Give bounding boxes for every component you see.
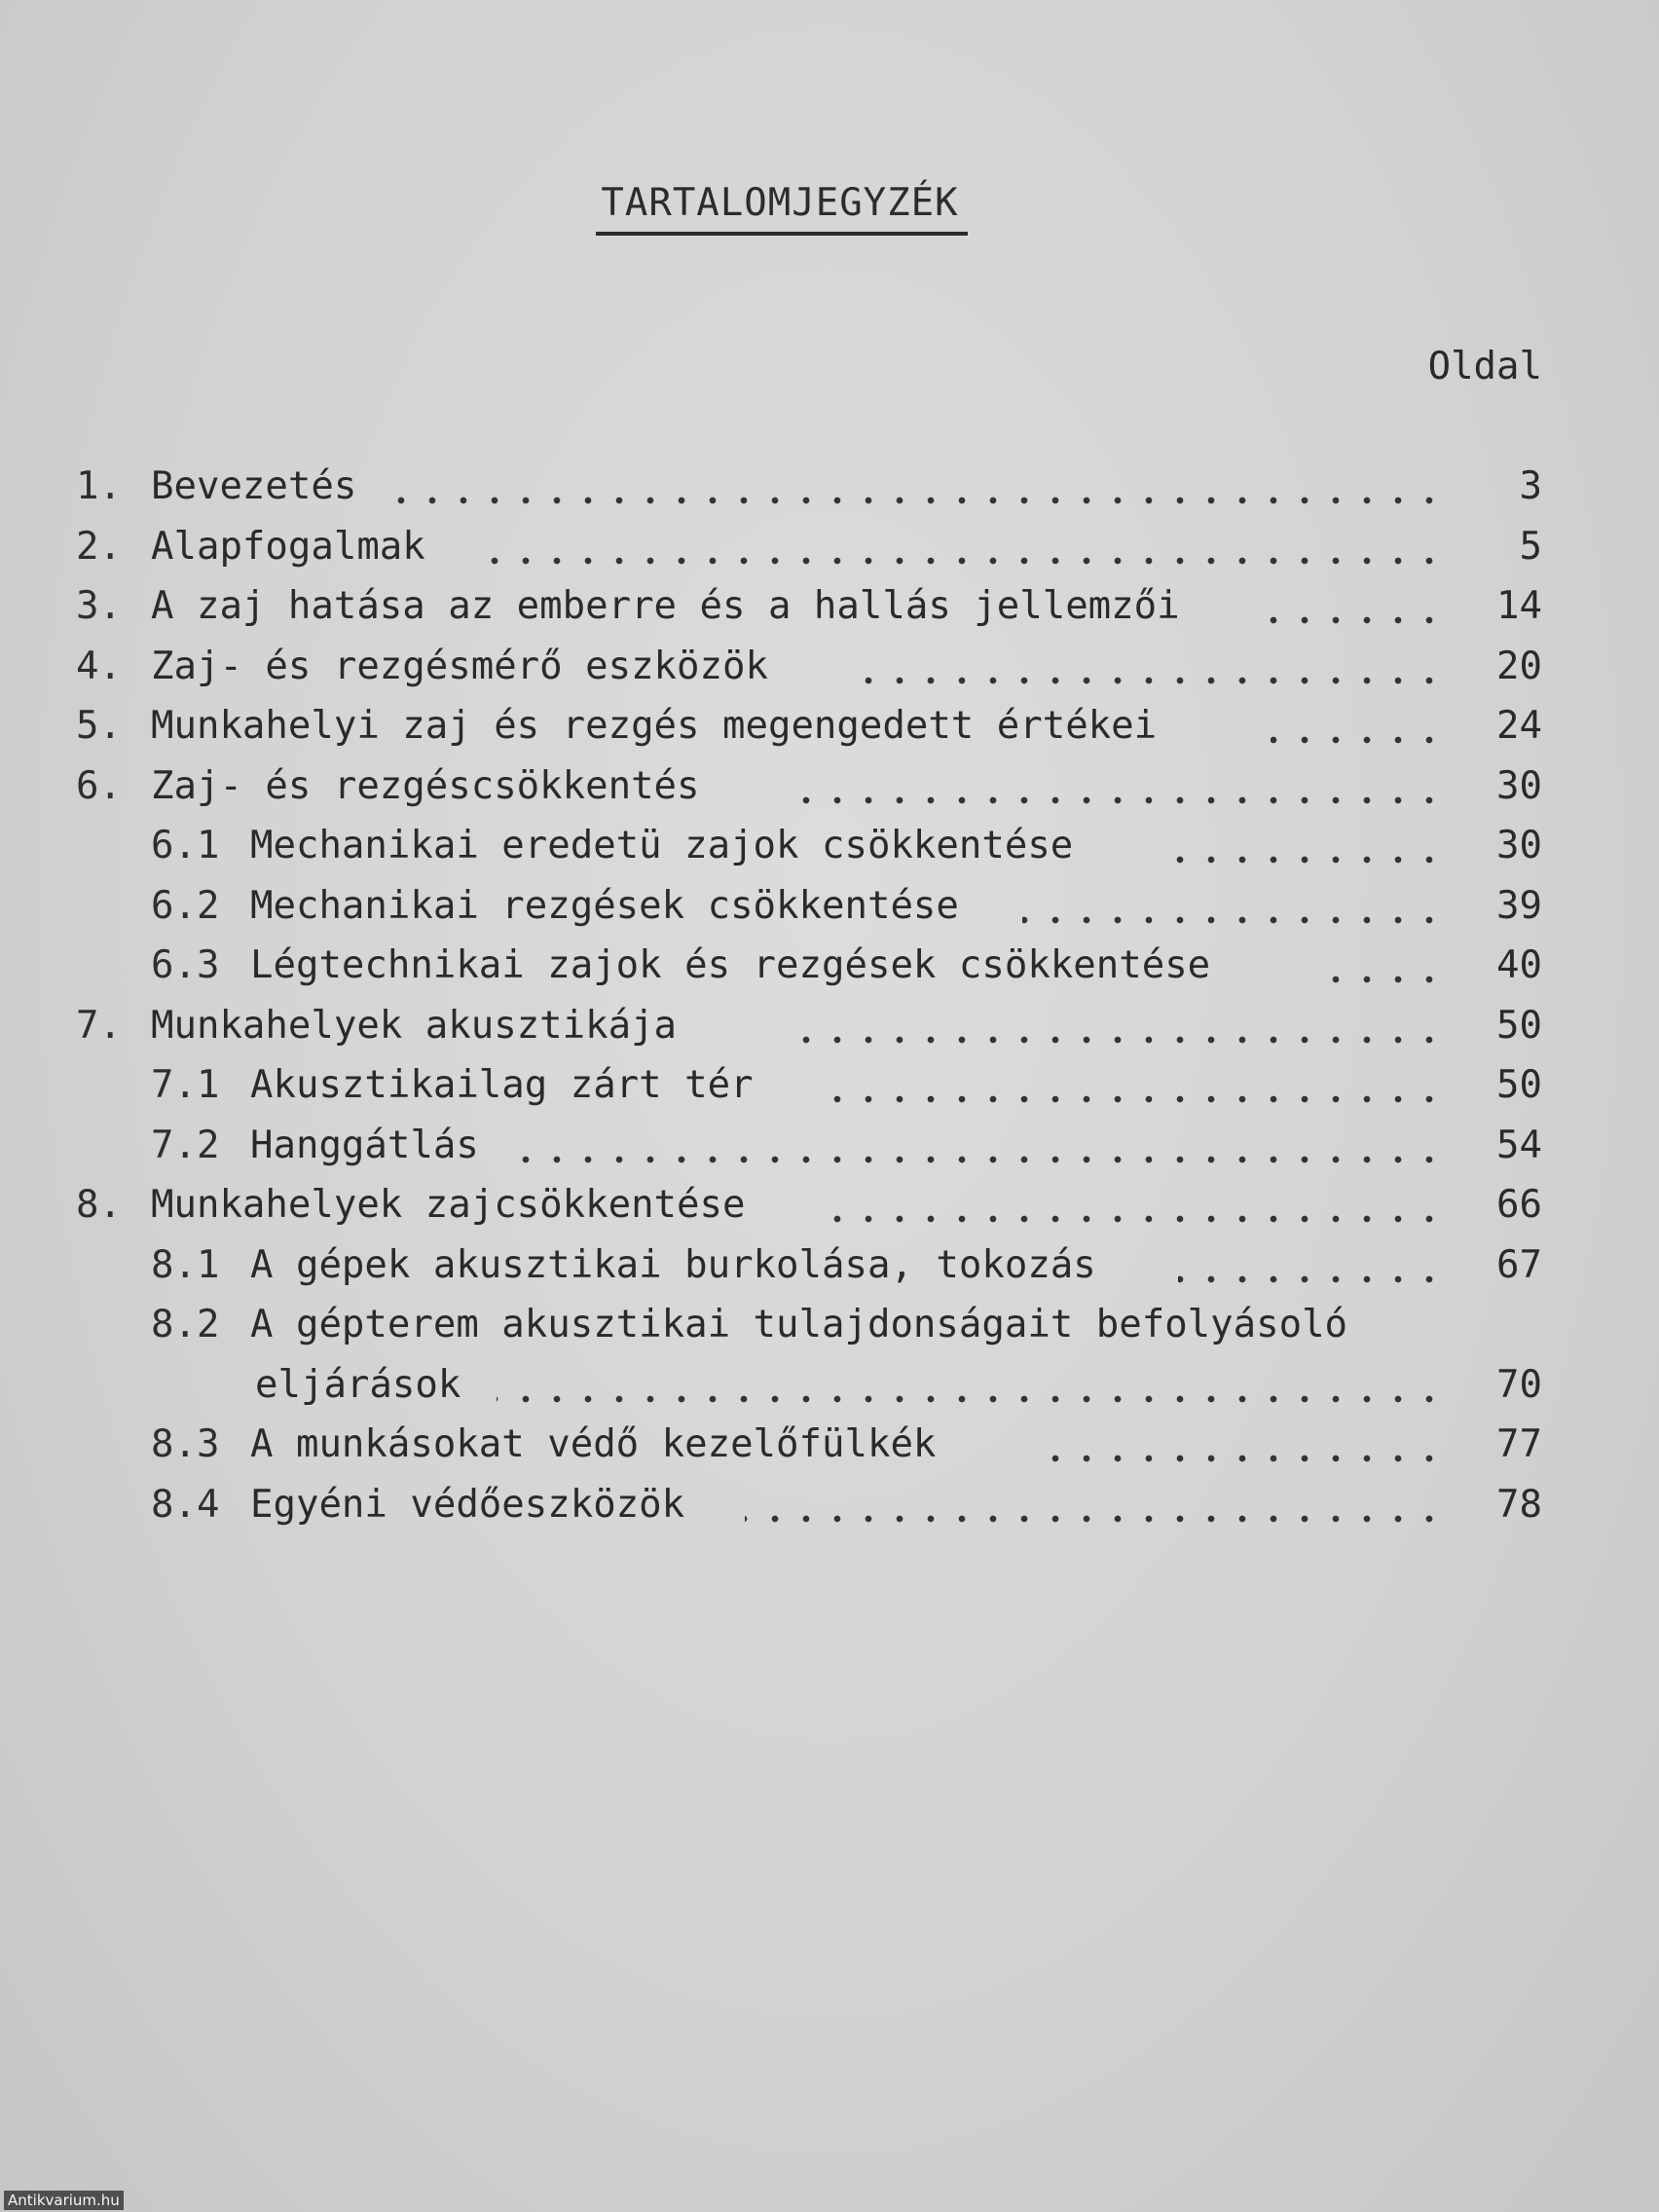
entry-number: 6.3	[151, 943, 220, 987]
entry-text: Akusztikailag zárt tér	[250, 1063, 754, 1107]
dot-leader	[779, 758, 1445, 815]
toc-entry	[0, 578, 1659, 635]
toc-entry	[0, 639, 1659, 695]
entry-text: Egyéni védőeszközök	[250, 1483, 685, 1527]
toc-entry	[0, 1477, 1659, 1533]
entry-number: 8.2	[151, 1303, 220, 1346]
entry-number: 6.	[76, 764, 122, 808]
page-column-label: Oldal	[1427, 345, 1542, 388]
entry-page: 78	[1496, 1483, 1542, 1527]
entry-text: Mechanikai rezgések csökkentése	[250, 884, 959, 928]
dot-leader	[784, 998, 1445, 1054]
dot-leader	[828, 1177, 1445, 1234]
dot-leader	[1319, 938, 1445, 994]
entry-text: Mechanikai eredetü zajok csökkentése	[250, 824, 1074, 867]
entry-text-continuation: eljárások	[255, 1363, 461, 1407]
dot-leader	[1266, 578, 1445, 635]
entry-text: Hanggátlás	[250, 1124, 479, 1167]
entry-number: 7.1	[151, 1063, 220, 1107]
toc-entry	[0, 1057, 1659, 1114]
entry-page: 67	[1496, 1243, 1542, 1287]
entry-page: 54	[1496, 1124, 1542, 1167]
entry-page: 20	[1496, 645, 1542, 688]
entry-number: 6.1	[151, 824, 220, 867]
toc-entry	[0, 1177, 1659, 1234]
toc-entry-continuation	[0, 1357, 1659, 1414]
dot-leader	[497, 1357, 1445, 1414]
toc-entry	[0, 818, 1659, 874]
entry-number: 6.2	[151, 884, 220, 928]
dot-leader	[1022, 878, 1445, 935]
entry-page: 50	[1496, 1004, 1542, 1048]
entry-number: 7.	[76, 1004, 122, 1048]
dot-leader	[857, 639, 1445, 695]
entry-page: 40	[1496, 943, 1542, 987]
entry-page: 30	[1496, 764, 1542, 808]
entry-page: 3	[1519, 464, 1542, 508]
entry-page: 70	[1496, 1363, 1542, 1407]
entry-number: 4.	[76, 645, 122, 688]
dot-leader	[828, 1057, 1445, 1114]
entry-page: 50	[1496, 1063, 1542, 1107]
entry-number: 3.	[76, 584, 122, 628]
entry-text: A gépterem akusztikai tulajdonságait befolyásoló	[250, 1303, 1348, 1346]
toc-entry	[0, 1297, 1659, 1353]
toc-title: TARTALOMJEGYZÉK	[601, 181, 959, 225]
toc-entry	[0, 1237, 1659, 1294]
toc-entry	[0, 758, 1659, 815]
entry-number: 8.3	[151, 1422, 220, 1466]
entry-page: 5	[1519, 525, 1542, 569]
entry-text: Zaj- és rezgéscsökkentés	[151, 764, 700, 808]
entry-text: Bevezetés	[151, 464, 357, 508]
dot-leader	[1032, 1417, 1445, 1473]
entry-number: 7.2	[151, 1124, 220, 1167]
dot-leader	[394, 459, 1445, 515]
entry-number: 8.4	[151, 1483, 220, 1527]
dot-leader	[516, 1118, 1445, 1174]
entry-text: Zaj- és rezgésmérő eszközök	[151, 645, 768, 688]
entry-number: 5.	[76, 704, 122, 748]
entry-text: A gépek akusztikai burkolása, tokozás	[250, 1243, 1096, 1287]
entry-page: 24	[1496, 704, 1542, 748]
entry-text: Munkahelyi zaj és rezgés megengedett értékei	[151, 704, 1158, 748]
entry-text: Munkahelyek zajcsökkentése	[151, 1183, 746, 1227]
toc-entry	[0, 878, 1659, 935]
dot-leader	[745, 1477, 1445, 1533]
entry-page: 39	[1496, 884, 1542, 928]
entry-page: 66	[1496, 1183, 1542, 1227]
entry-text: Légtechnikai zajok és rezgések csökkentése	[250, 943, 1211, 987]
toc-entry	[0, 459, 1659, 515]
entry-page: 30	[1496, 824, 1542, 867]
toc-entry	[0, 1118, 1659, 1174]
entry-text: A munkásokat védő kezelőfülkék	[250, 1422, 937, 1466]
dot-leader	[477, 519, 1445, 575]
dot-leader	[1178, 1237, 1445, 1294]
toc-entry	[0, 998, 1659, 1054]
dot-leader	[1168, 818, 1445, 874]
entry-number: 2.	[76, 525, 122, 569]
toc-entry	[0, 1417, 1659, 1473]
entry-text: Munkahelyek akusztikája	[151, 1004, 678, 1048]
entry-number: 1.	[76, 464, 122, 508]
watermark-label: Antikvarium.hu	[4, 2191, 124, 2210]
entry-number: 8.1	[151, 1243, 220, 1287]
toc-entry	[0, 938, 1659, 994]
title-underline	[596, 232, 968, 236]
entry-number: 8.	[76, 1183, 122, 1227]
entry-text: Alapfogalmak	[151, 525, 425, 569]
toc-entry	[0, 698, 1659, 755]
entry-text: A zaj hatása az emberre és a hallás jellemzői	[151, 584, 1180, 628]
entry-page: 77	[1496, 1422, 1542, 1466]
toc-entry	[0, 519, 1659, 575]
entry-page: 14	[1496, 584, 1542, 628]
dot-leader	[1271, 698, 1445, 755]
